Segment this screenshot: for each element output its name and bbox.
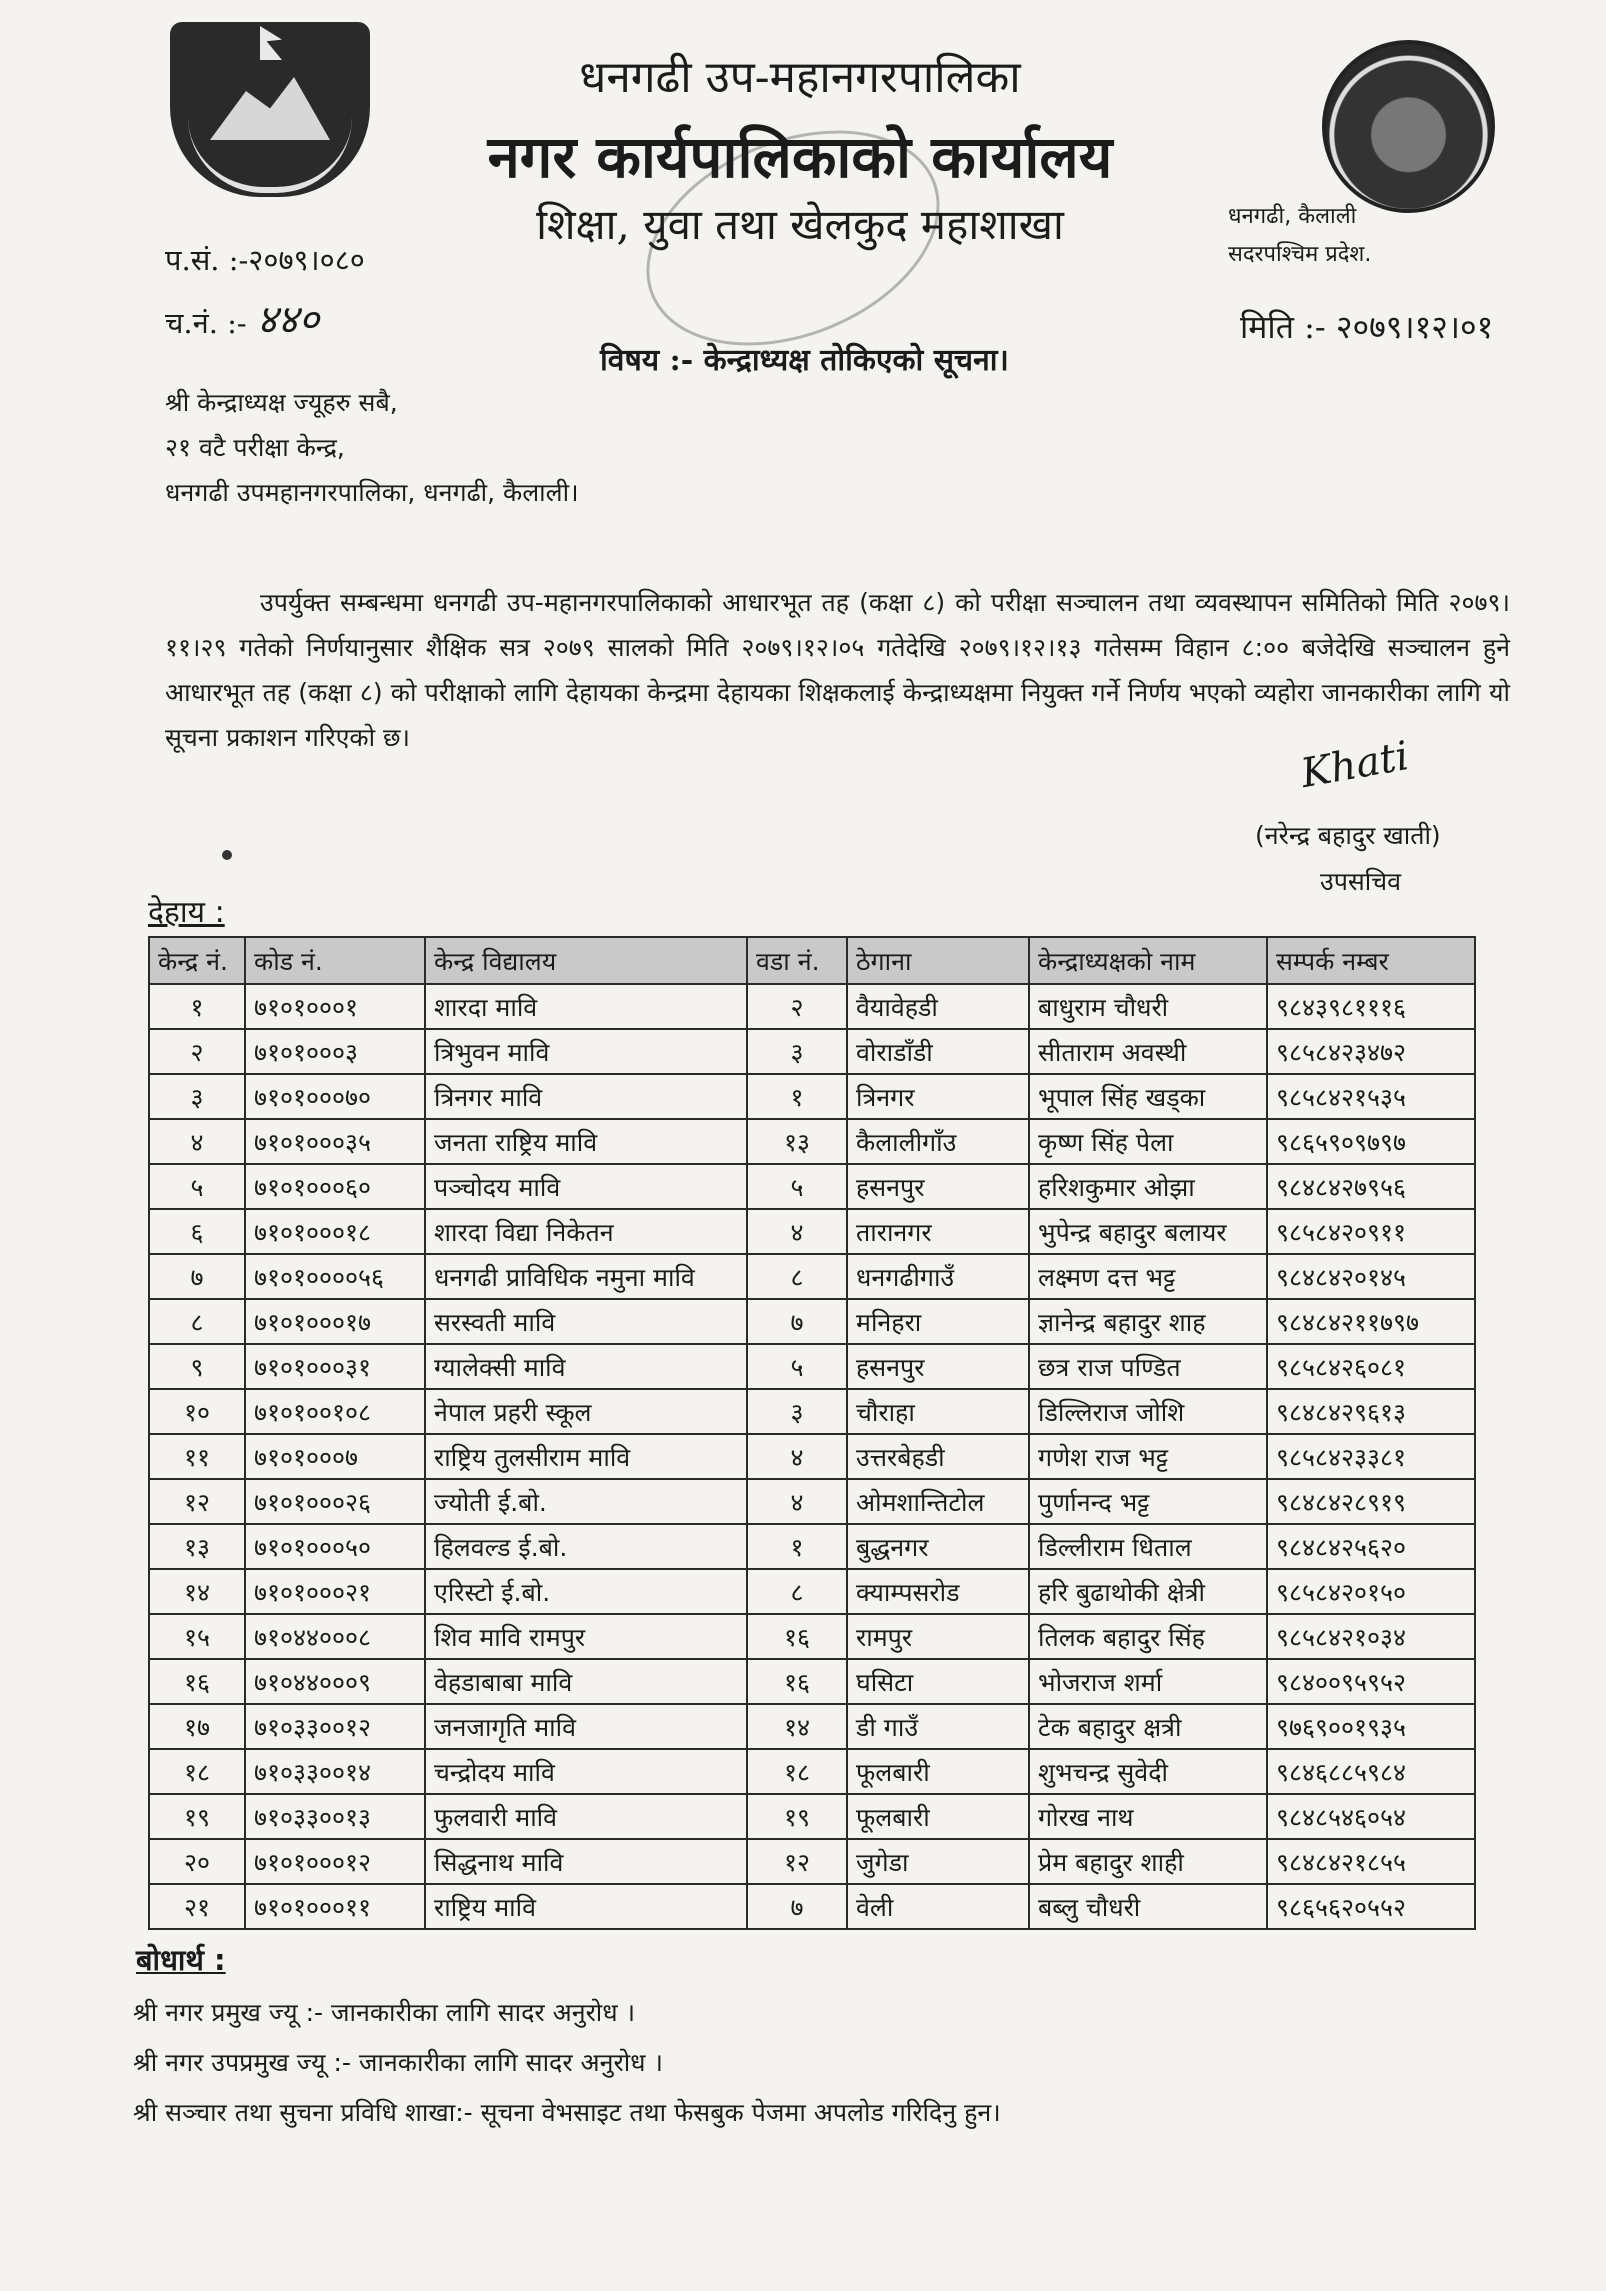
cell-school: सिद्धनाथ मावि <box>425 1839 747 1884</box>
cell-ward-no: १६ <box>747 1659 847 1704</box>
address-line-2: सदरपश्चिम प्रदेश. <box>1228 242 1372 267</box>
cell-superintendent: तिलक बहादुर सिंह <box>1029 1614 1267 1659</box>
letter-date: मिति :- २०७९।१२।०१ <box>1240 308 1494 346</box>
office-name: नगर कार्यपालिकाको कार्यालय <box>487 123 1113 191</box>
cell-code-no: ७१०३३००१२ <box>245 1704 425 1749</box>
cell-centre-no: २ <box>149 1029 245 1074</box>
division-name: शिक्षा, युवा तथा खेलकुद महाशाखा <box>536 200 1064 249</box>
cell-contact: ९८५८४२३४७२ <box>1267 1029 1475 1074</box>
cell-contact: ९८४३९८१११६ <box>1267 984 1475 1029</box>
cell-superintendent: टेक बहादुर क्षत्री <box>1029 1704 1267 1749</box>
cell-school: एरिस्टो ई.बो. <box>425 1569 747 1614</box>
cell-address: बुद्धनगर <box>847 1524 1029 1569</box>
cell-ward-no: ७ <box>747 1299 847 1344</box>
cell-ward-no: ७ <box>747 1884 847 1929</box>
cell-code-no: ७१०१०००१ <box>245 984 425 1029</box>
ink-dot <box>222 850 232 860</box>
cell-code-no: ७१०१०००३१ <box>245 1344 425 1389</box>
cell-contact: ९८४८४२०१४५ <box>1267 1254 1475 1299</box>
cell-centre-no: १० <box>149 1389 245 1434</box>
cell-school: जनजागृति मावि <box>425 1704 747 1749</box>
table-row <box>149 1254 1475 1299</box>
cell-code-no: ७१०४४०००८ <box>245 1614 425 1659</box>
table-row <box>149 1164 1475 1209</box>
cc-line-3: श्री सञ्चार तथा सुचना प्रविधि शाखा:- सूचना वेभसाइट तथा फेसबुक पेजमा अपलोड गरिदिनु हुन। <box>133 2098 1001 2127</box>
cell-address: चौराहा <box>847 1389 1029 1434</box>
cell-superintendent: भोजराज शर्मा <box>1029 1659 1267 1704</box>
table-row <box>149 1524 1475 1569</box>
cell-centre-no: ५ <box>149 1164 245 1209</box>
cell-address: जुगेडा <box>847 1839 1029 1884</box>
cell-address: वैयावेहडी <box>847 984 1029 1029</box>
header-school: केन्द्र विद्यालय <box>425 937 747 984</box>
cell-superintendent: भूपाल सिंह खड्का <box>1029 1074 1267 1119</box>
cell-superintendent: शुभचन्द्र सुवेदी <box>1029 1749 1267 1794</box>
table-row <box>149 1074 1475 1119</box>
signatory-name: (नरेन्द्र बहादुर खाती) <box>1255 821 1441 850</box>
letter-subject: विषय :- केन्द्राध्यक्ष तोकिएको सूचना। <box>600 343 1009 378</box>
cell-ward-no: ३ <box>747 1389 847 1434</box>
cell-superintendent: ज्ञानेन्द्र बहादुर शाह <box>1029 1299 1267 1344</box>
cell-address: फूलबारी <box>847 1794 1029 1839</box>
cell-ward-no: ३ <box>747 1029 847 1074</box>
cell-address: त्रिनगर <box>847 1074 1029 1119</box>
signatory-title: उपसचिव <box>1320 867 1402 896</box>
table-row <box>149 1704 1475 1749</box>
cell-ward-no: १२ <box>747 1839 847 1884</box>
cell-centre-no: १८ <box>149 1749 245 1794</box>
header-contact: सम्पर्क नम्बर <box>1267 937 1475 984</box>
cell-contact: ९८४८४२११७९७ <box>1267 1299 1475 1344</box>
addressee-line-1: श्री केन्द्राध्यक्ष ज्यूहरु सबै, <box>165 388 398 417</box>
cell-superintendent: लक्ष्मण दत्त भट्ट <box>1029 1254 1267 1299</box>
cell-superintendent: डिल्लिराज जोशि <box>1029 1389 1267 1434</box>
header-centre-no: केन्द्र नं. <box>149 937 245 984</box>
header-address: ठेगाना <box>847 937 1029 984</box>
cell-code-no: ७१०१०००१७ <box>245 1299 425 1344</box>
cell-centre-no: २१ <box>149 1884 245 1929</box>
cell-centre-no: १३ <box>149 1524 245 1569</box>
cell-centre-no: १५ <box>149 1614 245 1659</box>
table-row <box>149 1389 1475 1434</box>
cell-address: कैलालीगाँउ <box>847 1119 1029 1164</box>
cc-line-2: श्री नगर उपप्रमुख ज्यू :- जानकारीका लागि सादर अनुरोध । <box>133 2048 663 2077</box>
cell-address: मनिहरा <box>847 1299 1029 1344</box>
cell-address: क्याम्पसरोड <box>847 1569 1029 1614</box>
cell-superintendent: डिल्लीराम धिताल <box>1029 1524 1267 1569</box>
cell-address: डी गाउँ <box>847 1704 1029 1749</box>
cell-ward-no: १८ <box>747 1749 847 1794</box>
letter-body: उपर्युक्त सम्बन्धमा धनगढी उप-महानगरपालिकाको आधारभूत तह (कक्षा ८) को परीक्षा सञ्चालन तथा व्यवस्थापन समितिको मिति २०७९।११।२९ गतेको निर्णयानुसार शैक्षिक सत्र २०७९ सालको मिति २०७९।१२।०५ गतेदेखि २०७९।१२।१३ गतेसम्म विहान ८:०० बजेदेखि सञ्चालन हुने आधारभूत तह (कक्षा ८) को परीक्षाको लागि देहायका केन्द्रमा देहायका शिक्षकलाई केन्द्राध्यक्षमा नियुक्त गर्ने निर्णय भएको व्यहोरा जानकारीका लागि यो सूचना प्रकाशन गरिएको छ। <box>165 588 1510 752</box>
cell-contact: ९८४६८८५९८४ <box>1267 1749 1475 1794</box>
cell-centre-no: १९ <box>149 1794 245 1839</box>
cell-address: उत्तरबेहडी <box>847 1434 1029 1479</box>
table-row <box>149 1749 1475 1794</box>
cell-code-no: ७१०३३००१४ <box>245 1749 425 1794</box>
cell-school: वेहडाबाबा मावि <box>425 1659 747 1704</box>
cell-ward-no: ४ <box>747 1209 847 1254</box>
cell-code-no: ७१०१०००५० <box>245 1524 425 1569</box>
cell-contact: ९८४००९५९५२ <box>1267 1659 1475 1704</box>
cell-contact: ९८४८५४६०५४ <box>1267 1794 1475 1839</box>
table-row <box>149 1884 1475 1929</box>
cell-address: रामपुर <box>847 1614 1029 1659</box>
signature: Khati <box>1297 733 1413 798</box>
cell-school: चन्द्रोदय मावि <box>425 1749 747 1794</box>
table-row <box>149 1299 1475 1344</box>
cell-school: त्रिनगर मावि <box>425 1074 747 1119</box>
cell-school: राष्ट्रिय मावि <box>425 1884 747 1929</box>
cell-ward-no: ८ <box>747 1254 847 1299</box>
cell-centre-no: ७ <box>149 1254 245 1299</box>
cell-contact: ९८४८४२१८५५ <box>1267 1839 1475 1884</box>
table-row <box>149 1434 1475 1479</box>
dehay-heading: देहाय : <box>148 895 225 930</box>
office-address <box>1228 198 1371 274</box>
cell-address: हसनपुर <box>847 1164 1029 1209</box>
cell-code-no: ७१०१०००१२ <box>245 1839 425 1884</box>
cell-school: राष्ट्रिय तुलसीराम मावि <box>425 1434 747 1479</box>
cell-school: जनता राष्ट्रिय मावि <box>425 1119 747 1164</box>
cell-superintendent: गणेश राज भट्ट <box>1029 1434 1267 1479</box>
cell-centre-no: ४ <box>149 1119 245 1164</box>
cell-contact: ९८५८४२१०३४ <box>1267 1614 1475 1659</box>
cell-ward-no: १३ <box>747 1119 847 1164</box>
cell-school: धनगढी प्राविधिक नमुना मावि <box>425 1254 747 1299</box>
cell-superintendent: भुपेन्द्र बहादुर बलायर <box>1029 1209 1267 1254</box>
cell-contact: ९८४८४२५६२० <box>1267 1524 1475 1569</box>
cell-address: तारानगर <box>847 1209 1029 1254</box>
cell-superintendent: छत्र राज पण्डित <box>1029 1344 1267 1389</box>
cell-contact: ९८५८४२०९११ <box>1267 1209 1475 1254</box>
cell-superintendent: प्रेम बहादुर शाही <box>1029 1839 1267 1884</box>
table-row <box>149 1344 1475 1389</box>
cell-contact: ९८४८४२८९१९ <box>1267 1479 1475 1524</box>
table-row <box>149 984 1475 1029</box>
cell-code-no: ७१०१०००७ <box>245 1434 425 1479</box>
cell-ward-no: २ <box>747 984 847 1029</box>
cell-school: ज्योती ई.बो. <box>425 1479 747 1524</box>
cc-line-1: श्री नगर प्रमुख ज्यू :- जानकारीका लागि सादर अनुरोध । <box>133 1998 636 2027</box>
nepal-emblem-icon <box>170 22 370 197</box>
table-row <box>149 1119 1475 1164</box>
table-row <box>149 1794 1475 1839</box>
cell-centre-no: १७ <box>149 1704 245 1749</box>
cell-contact: ९८५८४२३३८१ <box>1267 1434 1475 1479</box>
cell-ward-no: ५ <box>747 1344 847 1389</box>
cell-superintendent: कृष्ण सिंह पेला <box>1029 1119 1267 1164</box>
cell-school: शिव मावि रामपुर <box>425 1614 747 1659</box>
cell-centre-no: ३ <box>149 1074 245 1119</box>
cell-school: पञ्चोदय मावि <box>425 1164 747 1209</box>
cell-superintendent: गोरख नाथ <box>1029 1794 1267 1839</box>
address-line-1: धनगढी, कैलाली <box>1228 204 1357 229</box>
municipality-name: धनगढी उप-महानगरपालिका <box>579 52 1021 103</box>
cell-address: वेली <box>847 1884 1029 1929</box>
cell-centre-no: १२ <box>149 1479 245 1524</box>
cell-address: फूलबारी <box>847 1749 1029 1794</box>
table-header-row <box>149 937 1475 984</box>
table-row <box>149 1209 1475 1254</box>
cell-ward-no: ४ <box>747 1479 847 1524</box>
table-row <box>149 1569 1475 1614</box>
cell-ward-no: १६ <box>747 1614 847 1659</box>
cell-code-no: ७१०१०००११ <box>245 1884 425 1929</box>
cell-address: घसिटा <box>847 1659 1029 1704</box>
cell-code-no: ७१०४४०००९ <box>245 1659 425 1704</box>
cell-contact: ९८४८४२९६१३ <box>1267 1389 1475 1434</box>
cell-centre-no: १४ <box>149 1569 245 1614</box>
cell-school: हिलवल्ड ई.बो. <box>425 1524 747 1569</box>
cell-school: ग्यालेक्सी मावि <box>425 1344 747 1389</box>
dispatch-number <box>165 290 319 345</box>
cell-centre-no: १६ <box>149 1659 245 1704</box>
cell-code-no: ७१०१००००५६ <box>245 1254 425 1299</box>
cell-code-no: ७१०१००१०८ <box>245 1389 425 1434</box>
cell-ward-no: १ <box>747 1524 847 1569</box>
cell-superintendent: पुर्णानन्द भट्ट <box>1029 1479 1267 1524</box>
cell-code-no: ७१०१०००६० <box>245 1164 425 1209</box>
header-ward-no: वडा नं. <box>747 937 847 984</box>
cell-school: फुलवारी मावि <box>425 1794 747 1839</box>
letter-reference-number: प.सं. :-२०७९।०८० <box>165 243 365 277</box>
cell-school: सरस्वती मावि <box>425 1299 747 1344</box>
cell-centre-no: ८ <box>149 1299 245 1344</box>
cell-contact: ९८४८४२७९५६ <box>1267 1164 1475 1209</box>
cell-ward-no: १४ <box>747 1704 847 1749</box>
addressee-line-2: २१ वटै परीक्षा केन्द्र, <box>165 433 345 462</box>
cell-code-no: ७१०१०००७० <box>245 1074 425 1119</box>
header-code-no: कोड नं. <box>245 937 425 984</box>
cell-centre-no: ६ <box>149 1209 245 1254</box>
cell-code-no: ७१०१०००२१ <box>245 1569 425 1614</box>
table-row <box>149 1479 1475 1524</box>
table-row <box>149 1839 1475 1884</box>
cell-code-no: ७१०१०००१८ <box>245 1209 425 1254</box>
cell-school: त्रिभुवन मावि <box>425 1029 747 1074</box>
dispatch-number-label: च.नं. :- <box>165 306 247 340</box>
cell-superintendent: हरिशकुमार ओझा <box>1029 1164 1267 1209</box>
cell-superintendent: बाधुराम चौधरी <box>1029 984 1267 1029</box>
cell-contact: ९८६५६२०५५२ <box>1267 1884 1475 1929</box>
bodharth-heading: बोधार्थ : <box>136 1943 226 1977</box>
cell-ward-no: ८ <box>747 1569 847 1614</box>
cell-address: वोराडाँडी <box>847 1029 1029 1074</box>
cell-school: नेपाल प्रहरी स्कूल <box>425 1389 747 1434</box>
cell-ward-no: १ <box>747 1074 847 1119</box>
cell-code-no: ७१०१०००२६ <box>245 1479 425 1524</box>
cell-superintendent: हरि बुढाथोकी क्षेत्री <box>1029 1569 1267 1614</box>
cell-code-no: ७१०३३००१३ <box>245 1794 425 1839</box>
cell-superintendent: सीताराम अवस्थी <box>1029 1029 1267 1074</box>
cell-superintendent: बब्लु चौधरी <box>1029 1884 1267 1929</box>
dispatch-number-value: ४४० <box>256 297 320 343</box>
cell-contact: ९८५८४२०१५० <box>1267 1569 1475 1614</box>
cell-centre-no: १ <box>149 984 245 1029</box>
cell-ward-no: १९ <box>747 1794 847 1839</box>
addressee-line-3: धनगढी उपमहानगरपालिका, धनगढी, कैलाली। <box>165 478 579 507</box>
cell-contact: ९७६९००१९३५ <box>1267 1704 1475 1749</box>
cell-school: शारदा विद्या निकेतन <box>425 1209 747 1254</box>
cell-centre-no: ९ <box>149 1344 245 1389</box>
cell-contact: ९८६५९०९७९७ <box>1267 1119 1475 1164</box>
cell-address: हसनपुर <box>847 1344 1029 1389</box>
table-row <box>149 1029 1475 1074</box>
exam-centre-table <box>148 936 1474 1930</box>
municipality-logo-icon <box>1322 40 1495 213</box>
header-superintendent: केन्द्राध्यक्षको नाम <box>1029 937 1267 984</box>
cell-address: धनगढीगाउँ <box>847 1254 1029 1299</box>
cell-centre-no: ११ <box>149 1434 245 1479</box>
cell-ward-no: ५ <box>747 1164 847 1209</box>
cell-centre-no: २० <box>149 1839 245 1884</box>
cell-contact: ९८५८४२६०८१ <box>1267 1344 1475 1389</box>
cell-ward-no: ४ <box>747 1434 847 1479</box>
cell-code-no: ७१०१०००३ <box>245 1029 425 1074</box>
cell-contact: ९८५८४२१५३५ <box>1267 1074 1475 1119</box>
table-row <box>149 1614 1475 1659</box>
cell-school: शारदा मावि <box>425 984 747 1029</box>
cell-address: ओमशान्तिटोल <box>847 1479 1029 1524</box>
table-row <box>149 1659 1475 1704</box>
cell-code-no: ७१०१०००३५ <box>245 1119 425 1164</box>
